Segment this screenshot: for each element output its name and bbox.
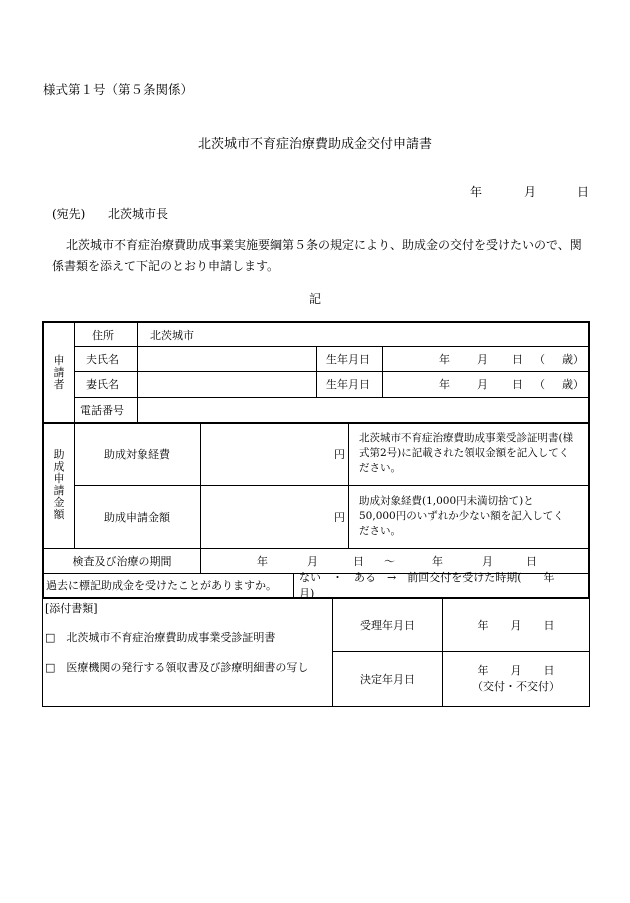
wife-birth-month: 月 <box>477 378 488 391</box>
target-cost-label: 助成対象経費 <box>104 447 170 461</box>
period-start-month: 月 <box>307 554 318 568</box>
wife-birth-year: 年 <box>439 378 450 391</box>
phone-field[interactable] <box>138 397 588 422</box>
intro-paragraph: 北茨城市不育症治療費助成事業実施要綱第５条の規定により、助成金の交付を受けたいので、関係書類を添えて下記のとおり申請します。 <box>52 238 582 273</box>
husband-birth-month: 月 <box>477 352 488 366</box>
wife-name-field[interactable] <box>138 371 316 397</box>
addressee: 北茨城市長 <box>108 207 169 221</box>
attachments-label: [添付書類] <box>45 602 98 615</box>
period-start-day: 日 <box>353 554 364 568</box>
period-tilde: ～ <box>384 554 395 568</box>
wife-birth-day: 日 <box>512 378 523 391</box>
period-start-year: 年 <box>257 554 268 568</box>
wife-name-label: 妻氏名 <box>86 378 119 391</box>
wife-age-unit: 歳） <box>562 378 584 391</box>
ki-heading: 記 <box>308 292 321 306</box>
husband-birth-day: 日 <box>512 352 523 366</box>
phone-label: 電話番号 <box>80 403 124 417</box>
wife-birth-label: 生年月日 <box>326 378 370 391</box>
husband-name-field[interactable] <box>138 346 316 371</box>
decided-date-label: 決定年月日 <box>360 673 415 686</box>
attachment-item-receipts[interactable]: □ 医療機関の発行する領収書及び診療明細書の写し <box>45 661 309 674</box>
wife-age-open: （ <box>534 378 545 391</box>
applicant-section-label: 申 請 者 <box>53 353 65 391</box>
date-day-label: 日 <box>577 185 590 199</box>
period-end-day: 日 <box>526 554 537 568</box>
period-label: 検査及び治療の期間 <box>72 554 172 568</box>
date-year-label: 年 <box>470 185 483 199</box>
request-amount-note: 助成対象経費(1,000円未満切捨て)と50,000円のいずれか少ない額を記入してください。 <box>359 495 564 537</box>
document-title: 北茨城市不育症治療費助成金交付申請書 <box>197 137 432 152</box>
attachments-office-table <box>42 599 590 707</box>
form-number: 様式第１号（第５条関係） <box>43 82 194 97</box>
husband-birth-label: 生年月日 <box>326 352 370 366</box>
target-cost-field[interactable]: 円 <box>334 447 345 461</box>
husband-age-open: （ <box>534 352 545 366</box>
husband-age-unit: 歳） <box>562 352 584 366</box>
address-value[interactable]: 北茨城市 <box>150 328 194 342</box>
received-date-label: 受理年月日 <box>360 619 415 632</box>
husband-birth-year: 年 <box>439 352 450 366</box>
period-end-year: 年 <box>432 554 443 568</box>
address-label: 住所 <box>92 328 114 342</box>
request-amount-field[interactable]: 円 <box>334 510 345 524</box>
decided-date-value: 年 月 日 （交付・不交付） <box>472 664 560 693</box>
past-question: 過去に標記助成金を受けたことがありますか。 <box>46 579 277 592</box>
period-end-month: 月 <box>482 554 493 568</box>
target-cost-note: 北茨城市不育症治療費助成事業受診証明書(様式第2号)に記載された領収金額を記入してください。 <box>359 432 574 474</box>
request-amount-label: 助成申請金額 <box>104 510 170 524</box>
husband-name-label: 夫氏名 <box>86 352 119 366</box>
past-answer[interactable]: ない ・ ある → 前回交付を受けた時期( 年 月) <box>299 571 577 600</box>
date-month-label: 月 <box>524 185 537 199</box>
attachment-item-certificate[interactable]: □ 北茨城市不育症治療費助成事業受診証明書 <box>45 631 276 644</box>
subsidy-section-label: 助 成 申 請 金 額 <box>53 448 65 521</box>
addressee-label: (宛先) <box>52 207 86 221</box>
received-date-value: 年 月 日 <box>477 619 555 632</box>
application-table <box>42 321 590 599</box>
